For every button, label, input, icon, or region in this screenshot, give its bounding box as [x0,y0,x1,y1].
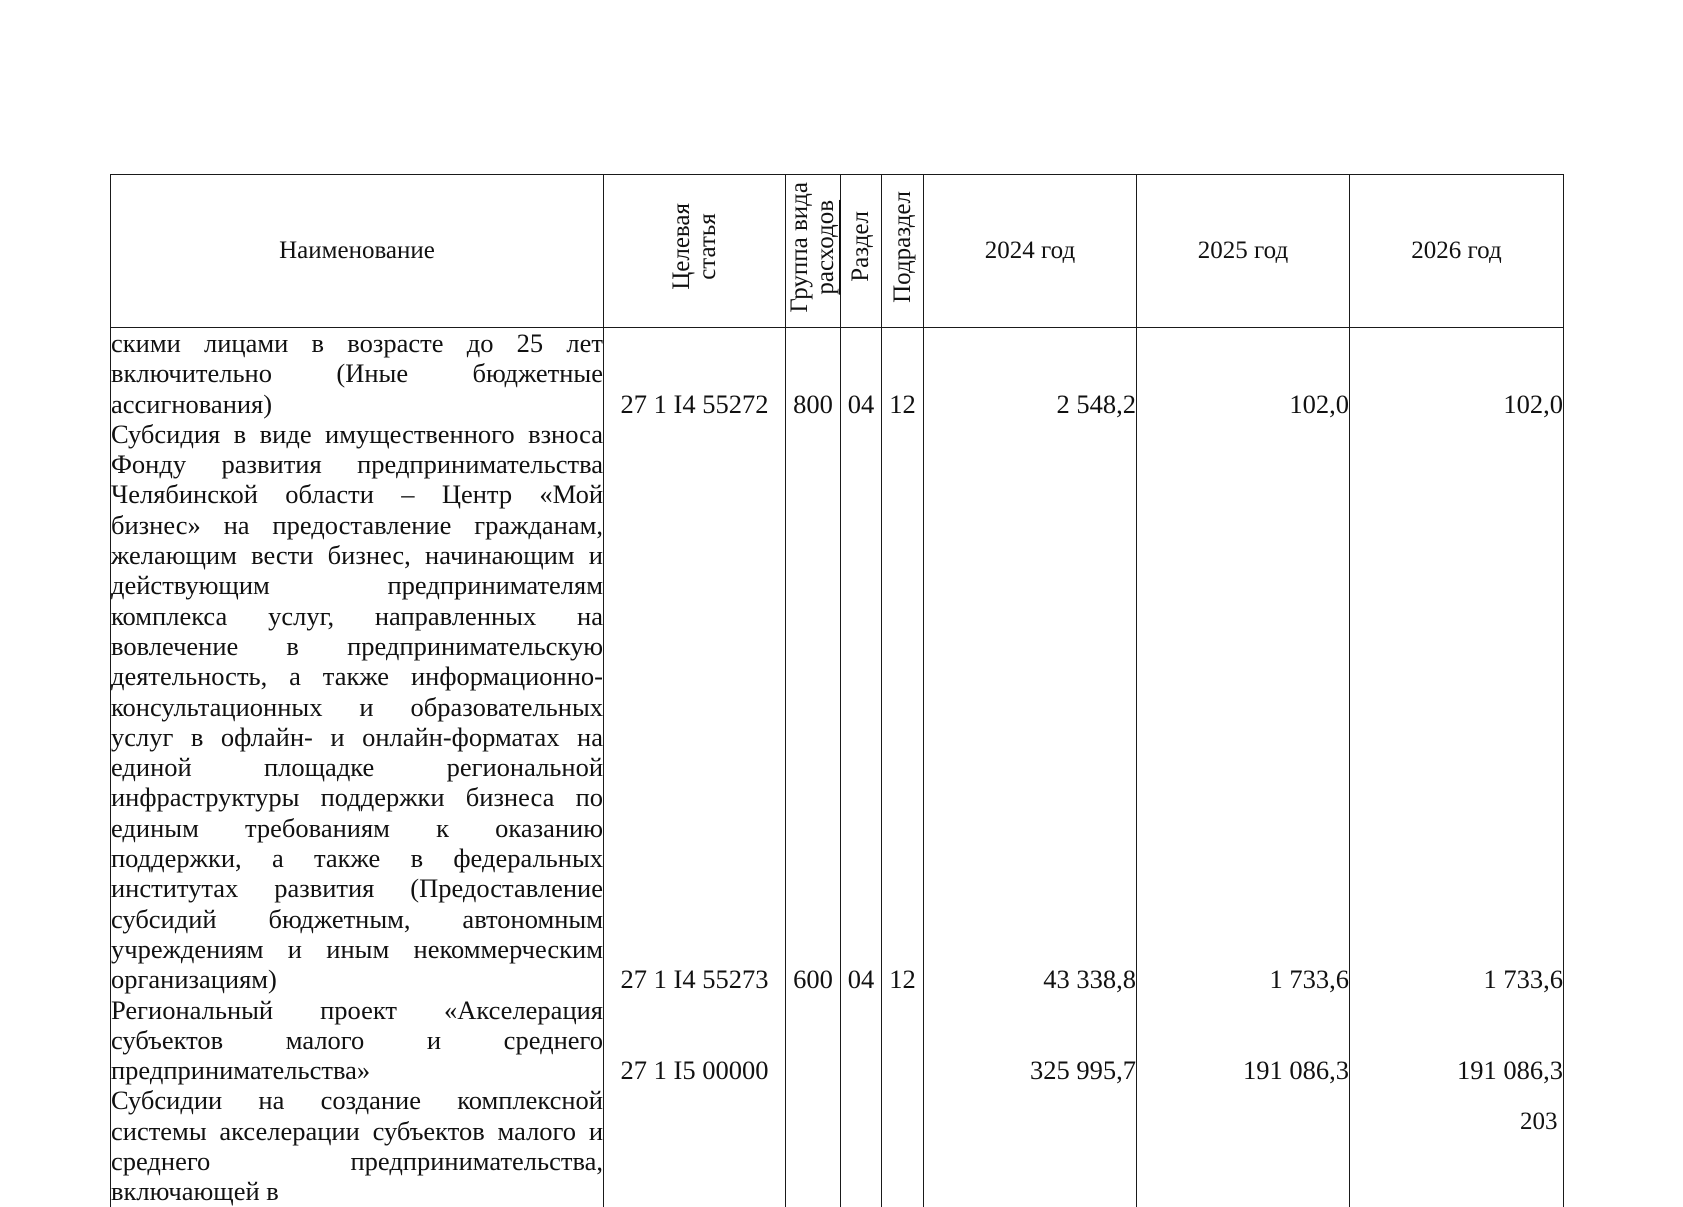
row-name: Региональный проект «Акселерация субъектов малого и среднего предпринимательства» [111,994,603,1086]
row-subsection: 12 [882,328,924,419]
row-2025: 102,0 [1137,328,1350,419]
row-name: Субсидия в виде имущественного взноса Фонду развития предпринимательства Челябинской области – Центр «Мой бизнес» на предоставление гражданам, желающим вести бизнес, начинающим и действующим предпринимателям комплекса услуг, направленных на вовлечение в предпринимательскую деятельность, а также информационно-консультационных и образовательных услуг в офлайн- и онлайн-форматах на единой площадке региональной инфраструктуры поддержки бизнеса по единым требованиям к оказанию поддержки, а также в федеральных институтах развития (Предоставление субсидий бюджетным, автономным учреждениям и иным некоммерческим организациям) [111,418,603,995]
header-2026: 2026 год [1350,175,1564,328]
row-subsection: 12 [882,419,924,995]
row-target-article: 27 1 I4 55272 [604,328,786,419]
row-expense-group [786,1085,841,1206]
row-2024 [924,1085,1137,1206]
row-2025: 191 086,3 [1137,995,1350,1086]
row-section: 04 [841,328,882,419]
row-expense-group [786,995,841,1086]
page-number: 203 [1520,1108,1558,1135]
row-section [841,995,882,1086]
row-subsection [882,995,924,1086]
row-2024: 325 995,7 [924,995,1137,1086]
header-2024: 2024 год [924,175,1137,328]
table-row [111,995,1564,1086]
row-2024: 43 338,8 [924,419,1137,995]
header-section-text: Раздел [847,211,874,283]
header-name: Наименование [111,175,604,328]
row-subsection [882,1085,924,1206]
row-name: скими лицами в возрасте до 25 лет включительно (Иные бюджетные ассигнования) [111,328,603,419]
table-row [111,328,1564,419]
row-target-article [604,1085,786,1206]
header-expense-group-text [787,182,839,313]
row-name: Субсидии на создание комплексной системы акселерации субъектов малого и среднего предпринимательства, включающей в [111,1085,603,1207]
row-expense-group: 600 [786,419,841,995]
row-2024: 2 548,2 [924,328,1137,419]
header-expense-group-line2: расходов [812,199,839,295]
budget-table [110,174,1564,1207]
row-2025: 1 733,6 [1137,419,1350,995]
table-row [111,419,1564,995]
header-target-article [604,175,786,328]
header-2025: 2025 год [1137,175,1350,328]
header-target-article-line1: Целевая [667,203,695,291]
header-subsection-text: Подраздел [888,190,916,303]
header-section [841,175,882,328]
row-target-article: 27 1 I4 55273 [604,419,786,995]
row-2026: 1 733,6 [1350,419,1564,995]
row-2026: 191 086,3 [1350,995,1564,1086]
header-expense-group-line1: Группа вида [786,181,813,313]
row-section: 04 [841,419,882,995]
header-target-article-text [669,203,721,290]
header-expense-group [786,175,841,328]
row-section [841,1085,882,1206]
row-2026: 102,0 [1350,328,1564,419]
row-target-article: 27 1 I5 00000 [604,995,786,1086]
table-row [111,1085,1564,1206]
header-subsection [882,175,924,328]
row-expense-group: 800 [786,328,841,419]
header-target-article-line2: статья [693,213,721,281]
row-2026 [1350,1085,1564,1206]
table-header-row [111,175,1564,328]
row-2025 [1137,1085,1350,1206]
